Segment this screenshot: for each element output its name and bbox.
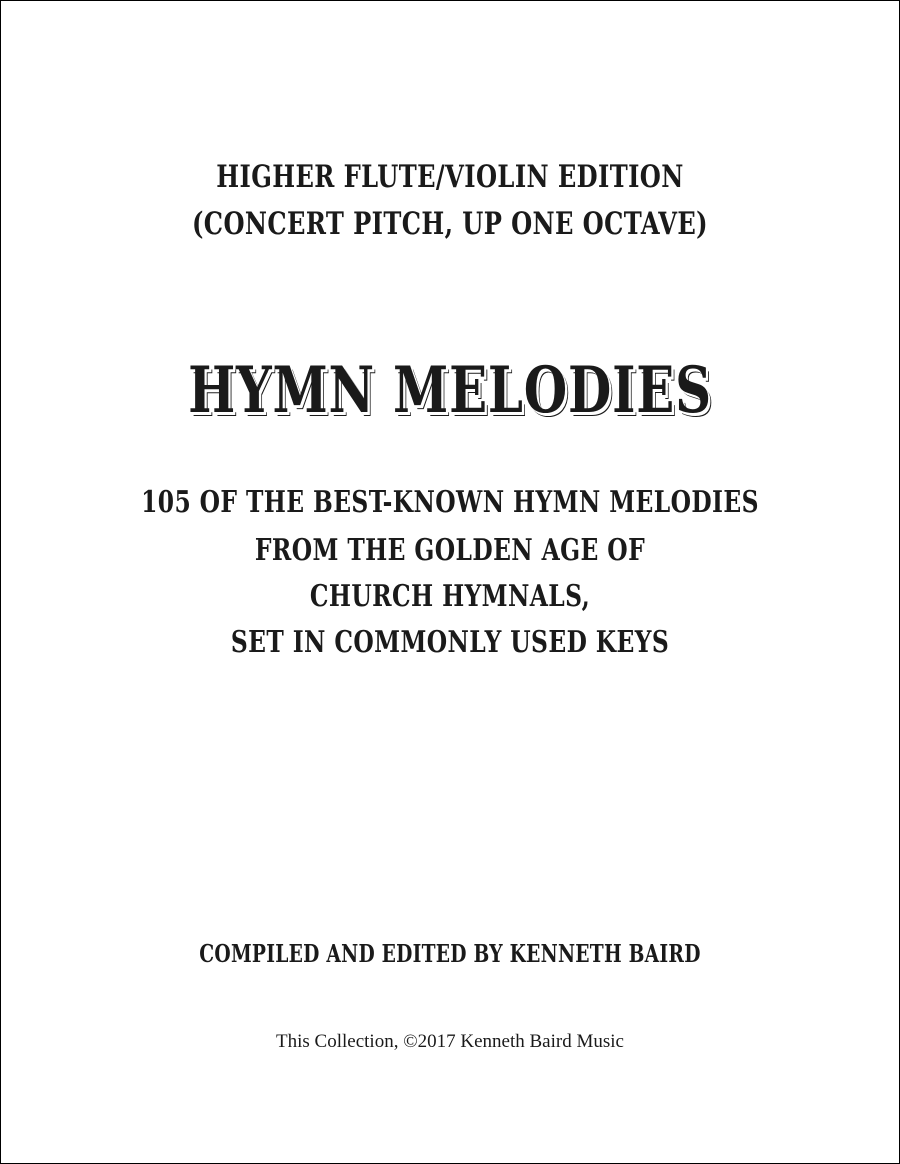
description-line-3: CHURCH HYMNALS, [309, 579, 591, 614]
compiled-by-credit: COMPILED AND EDITED BY KENNETH BAIRD [199, 939, 701, 968]
cover-title: HYMN MELODIES [188, 353, 712, 428]
edition-line-2: (CONCERT PITCH, UP ONE OCTAVE) [191, 206, 709, 242]
copyright-notice: This Collection, ©2017 Kenneth Baird Music [276, 1031, 624, 1052]
edition-line-1: HIGHER FLUTE/VIOLIN EDITION [216, 159, 684, 195]
description-line-4: SET IN COMMONLY USED KEYS [230, 625, 670, 660]
description-line-1: 105 OF THE BEST-KNOWN HYMN MELODIES [141, 485, 759, 520]
description-line-2: FROM THE GOLDEN AGE OF [254, 533, 646, 568]
